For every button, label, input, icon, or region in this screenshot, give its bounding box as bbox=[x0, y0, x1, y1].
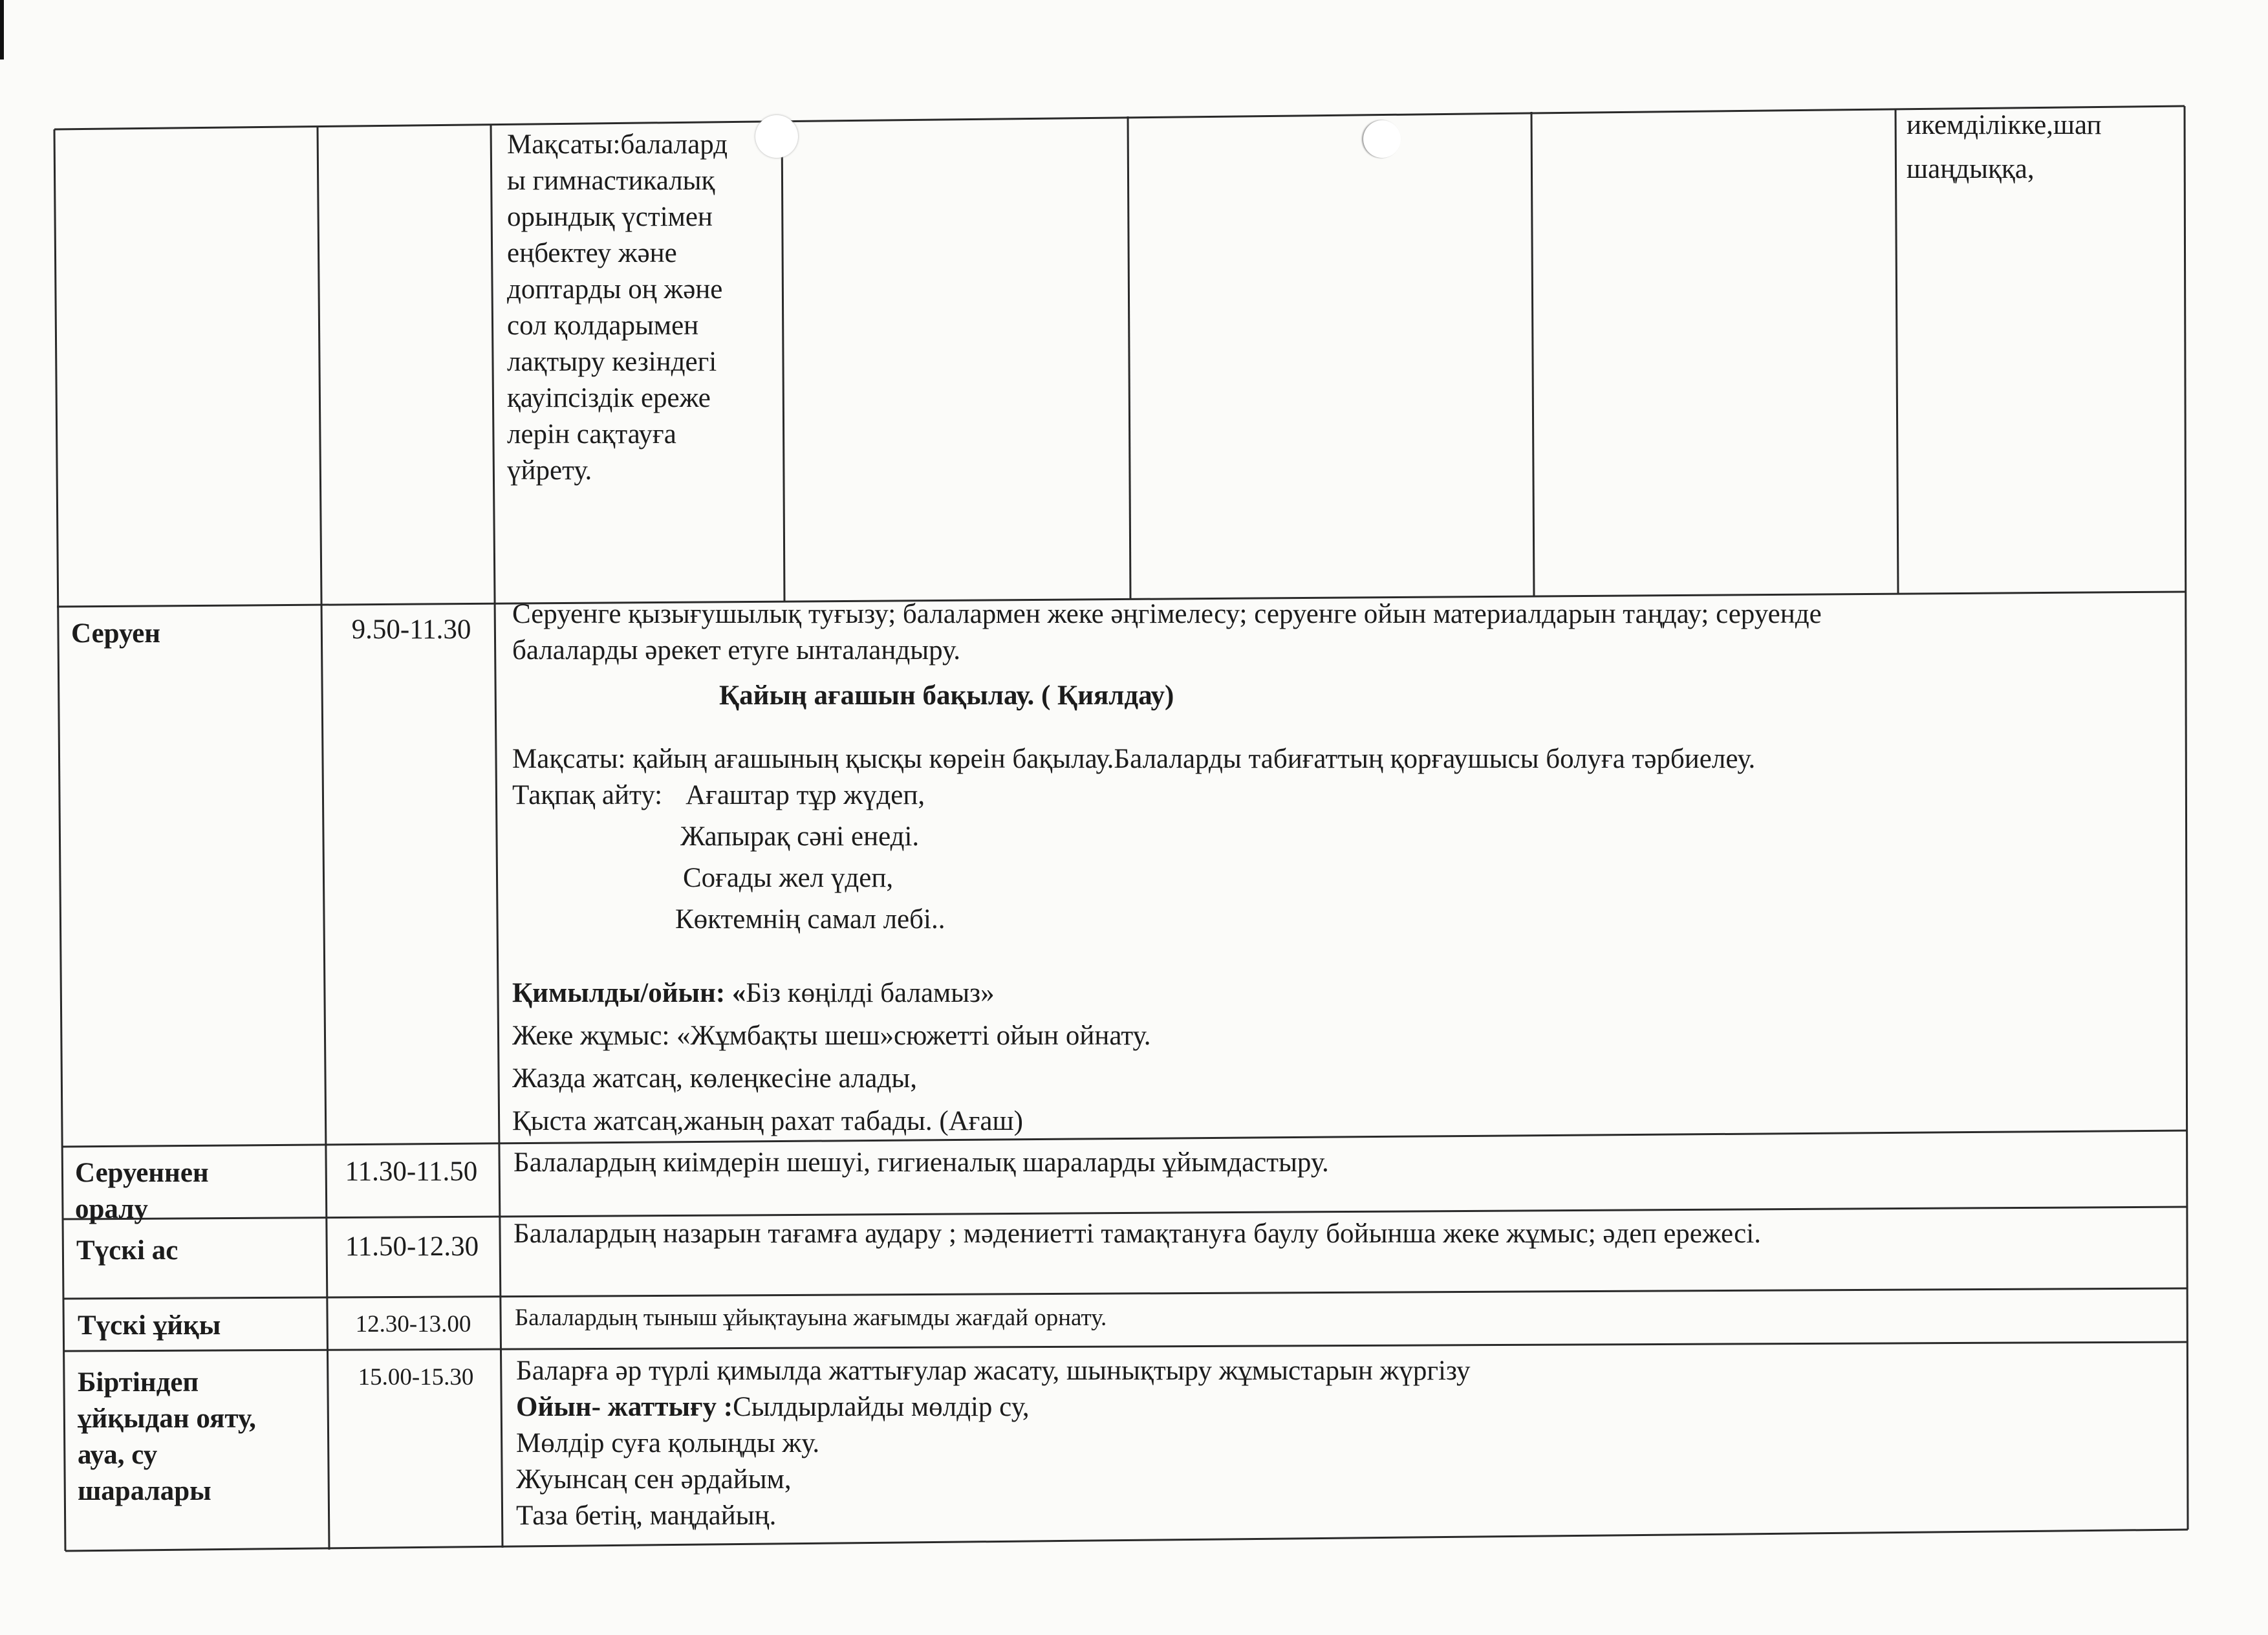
row-time-walk: 9.50-11.30 bbox=[351, 614, 471, 645]
walk-intro-line: балаларды әрекет етуге ынталандыру. bbox=[512, 635, 960, 666]
poem-line: Ағаштар тұр жүдеп, bbox=[686, 780, 925, 810]
verse-line: Таза бетің, маңдайың. bbox=[516, 1500, 777, 1531]
goal-line: үйрету. bbox=[507, 455, 592, 486]
last-col-line: шаңдыққа, bbox=[1906, 154, 2035, 184]
game-name: Біз көңілді баламыз» bbox=[746, 978, 995, 1008]
row-name-nap: Түскі ұйқы bbox=[78, 1310, 221, 1341]
verse-line: Жуынсаң сен әрдайым, bbox=[516, 1464, 792, 1495]
row-text-return: Балалардың киімдерін шешуі, гигиеналық шараларды ұйымдастыру. bbox=[513, 1147, 1329, 1178]
game-label: Қимылды/ойын: « bbox=[512, 978, 746, 1008]
top-last-cell bbox=[1906, 107, 2181, 188]
walk-intro-line: Серуенге қызығушылық туғызу; балалармен жеке әңгімелесу; серуенге ойын материалдарын таңдау; серуенде bbox=[512, 599, 1822, 629]
row-text-nap: Балалардың тыныш ұйықтауына жағымды жағдай орнату. bbox=[515, 1305, 1107, 1331]
row-time-lunch: 11.50-12.30 bbox=[345, 1231, 479, 1262]
row-name-line: Серуеннен bbox=[75, 1158, 209, 1188]
walk-game bbox=[512, 975, 2181, 1012]
row-name-line: оралу bbox=[75, 1194, 148, 1224]
exercise-first-line: Сылдырлайды мөлдір су, bbox=[733, 1392, 1030, 1422]
goal-line: еңбектеу және bbox=[507, 238, 677, 268]
row-name-line: Біртіндеп bbox=[78, 1367, 199, 1398]
row-name-line: ауа, су bbox=[78, 1440, 158, 1470]
riddle-line: Қыста жатсаң,жаның рахат табады. (Ағаш) bbox=[512, 1106, 1023, 1136]
goal-line: ы гимнастикалық bbox=[507, 166, 715, 196]
goal-line: доптарды оң және bbox=[507, 274, 723, 305]
walk-poem-first bbox=[512, 777, 2181, 814]
walk-goal: Мақсаты: қайың ағашының қысқы көреін бақылау.Балаларды табиғаттың қорғаушысы болуға тәрбиелеу. bbox=[512, 744, 1756, 774]
row-time-wake: 15.00-15.30 bbox=[358, 1364, 474, 1391]
row-name-line: ұйқыдан ояту, bbox=[78, 1403, 256, 1434]
poem-line: Соғады жел үдеп, bbox=[683, 863, 894, 893]
walk-individual-work: Жеке жұмыс: «Жұмбақты шеш»сюжетті ойын ойнату. bbox=[512, 1021, 1151, 1051]
riddle-line: Жазда жатсаң, көлеңкесіне алады, bbox=[512, 1063, 917, 1094]
row-time-return: 11.30-11.50 bbox=[345, 1156, 478, 1187]
row-name-line: шаралары bbox=[78, 1476, 211, 1506]
last-col-line: икемділікке,шап bbox=[1906, 110, 2102, 140]
scan-edge-mark bbox=[0, 0, 4, 60]
goal-line: сол қолдарымен bbox=[507, 310, 699, 341]
wake-line: Баларға әр түрлі қимылда жаттығулар жасату, шынықтыру жұмыстарын жүргізу bbox=[516, 1356, 1471, 1386]
punch-hole-mark-2 bbox=[1363, 120, 1401, 158]
top-goal-cell bbox=[507, 127, 779, 489]
row-time-nap: 12.30-13.00 bbox=[355, 1311, 471, 1337]
row-name-lunch: Түскі ас bbox=[76, 1235, 178, 1266]
wake-exercise bbox=[516, 1389, 2178, 1425]
exercise-label: Ойын- жаттығу : bbox=[516, 1392, 733, 1422]
goal-line: орындық үстімен bbox=[507, 202, 713, 232]
goal-line: лерін сақтауға bbox=[507, 419, 676, 449]
walk-content bbox=[512, 596, 2181, 1140]
verse-line: Мөлдір суға қолыңды жу. bbox=[516, 1428, 820, 1458]
wake-content bbox=[516, 1353, 2178, 1534]
poem-label: Тақпақ айту: bbox=[512, 780, 663, 810]
row-name-walk: Серуен bbox=[71, 618, 161, 649]
row-name-wake bbox=[78, 1365, 317, 1510]
goal-line: Мақсаты:балалард bbox=[507, 129, 728, 160]
goal-line: лақтыру кезіндегі bbox=[507, 347, 717, 377]
walk-observation-title: Қайың ағашын бақылау. ( Қиялдау) bbox=[719, 680, 1174, 711]
goal-line: қауіпсіздік ереже bbox=[507, 383, 711, 413]
row-text-lunch: Балалардың назарын тағамға аудару ; мәдениетті тамақтануға баулу бойынша жеке жұмыс; әдеп ережесі. bbox=[513, 1218, 1761, 1249]
poem-line: Көктемнің самал лебі.. bbox=[675, 904, 945, 935]
row-name-return bbox=[75, 1155, 314, 1228]
poem-line: Жапырақ сәні енеді. bbox=[680, 821, 920, 852]
